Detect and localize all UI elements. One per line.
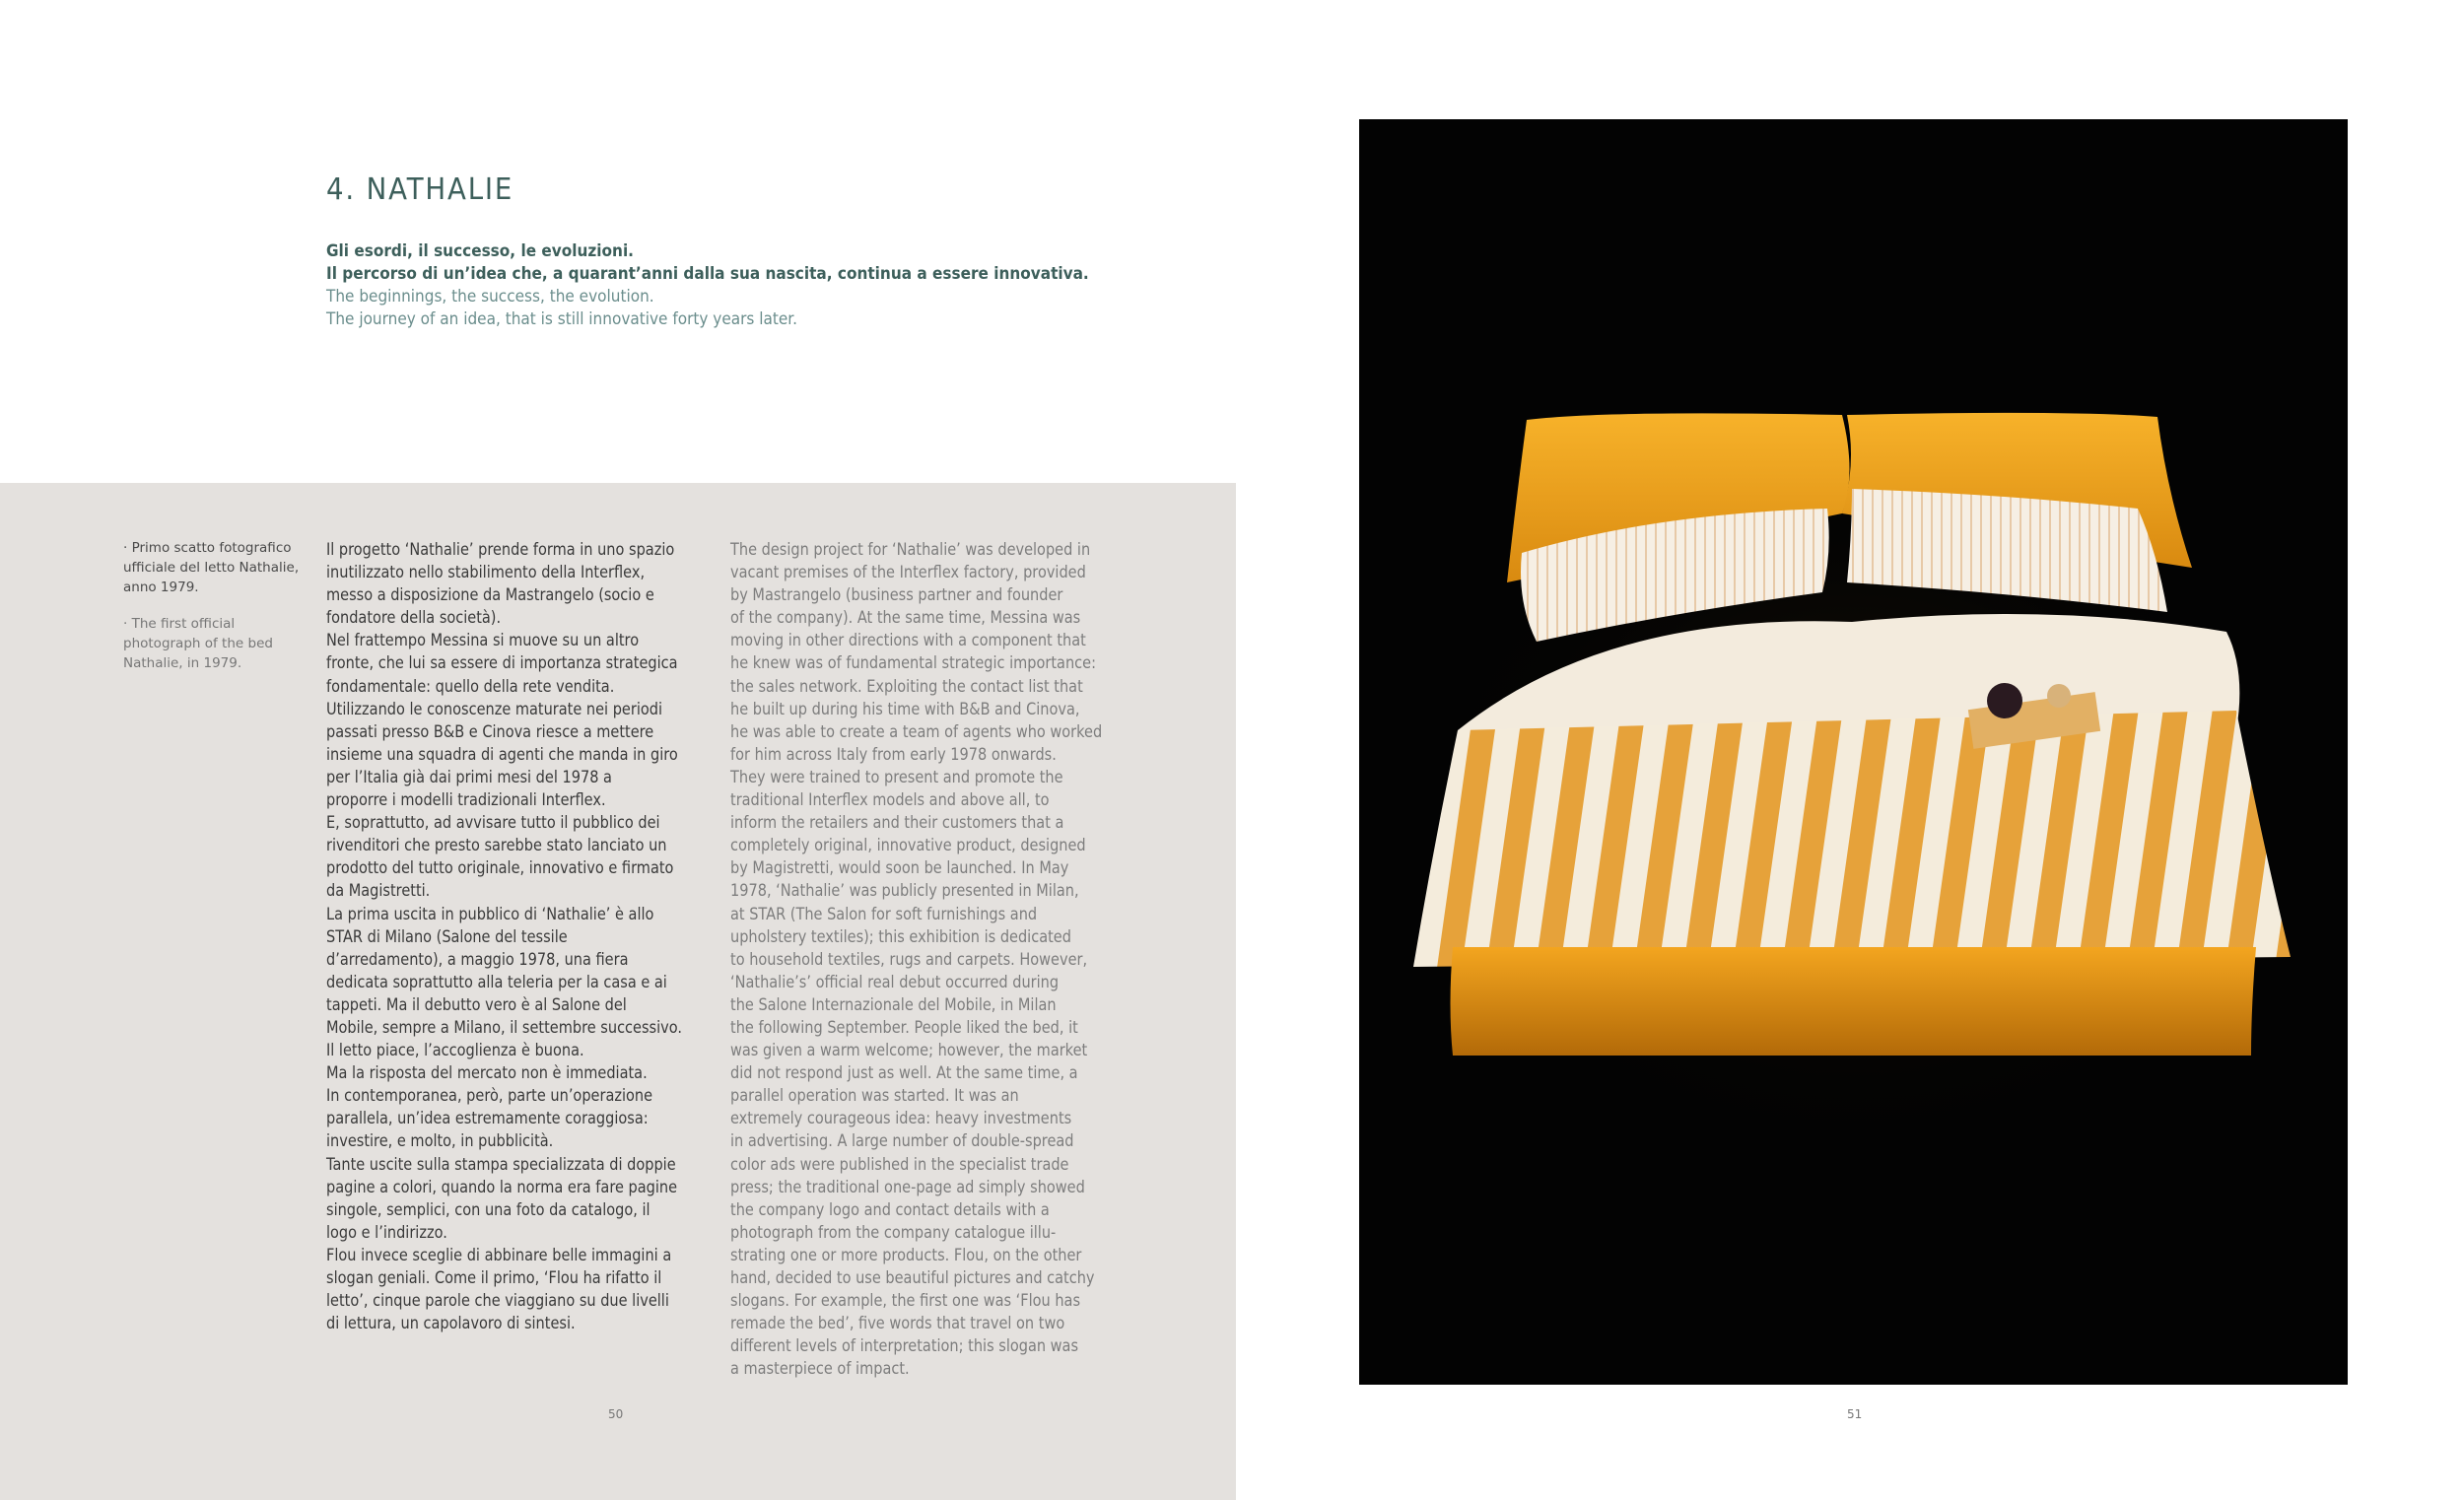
body-en-line: to household textiles, rugs and carpets. However,: [730, 949, 1088, 969]
intro-block: [326, 240, 1095, 331]
caption-line: photograph of the bed: [123, 636, 273, 651]
body-en-line: he knew was of fundamental strategic importance:: [730, 653, 1096, 673]
body-en-line: inform the retailers and their customers that a: [730, 813, 1064, 833]
glass: [2047, 684, 2071, 708]
body-it-line: Il progetto ‘Nathalie’ prende forma in uno spazio: [326, 540, 675, 559]
body-it-line: Il letto piace, l’accoglienza è buona.: [326, 1041, 584, 1060]
body-it-line: La prima uscita in pubblico di ‘Nathalie’ è allo: [326, 904, 654, 923]
body-it-line: messo a disposizione da Mastrangelo (socio e: [326, 585, 654, 605]
body-it-line: passati presso B&B e Cinova riesce a mettere: [326, 721, 654, 741]
body-text-italian: [326, 538, 760, 1334]
bed-illustration: [1359, 119, 2348, 1385]
body-en-line: the sales network. Exploiting the contact list that: [730, 676, 1083, 696]
body-text-english: [730, 538, 1164, 1380]
body-it-line: letto’, cinque parole che viaggiano su due livelli: [326, 1291, 669, 1311]
caption-line: ufficiale del letto Nathalie,: [123, 560, 300, 576]
body-it-line: tappeti. Ma il debutto vero è al Salone del: [326, 994, 627, 1014]
body-en-line: in advertising. A large number of double-spread: [730, 1131, 1074, 1151]
body-en-line: vacant premises of the Interflex factory, provided: [730, 563, 1086, 582]
body-en-line: traditional Interflex models and above all, to: [730, 790, 1050, 810]
body-en-line: 1978, ‘Nathalie’ was publicly presented in Milan,: [730, 881, 1079, 901]
body-it-line: proporre i modelli tradizionali Interflex.: [326, 790, 606, 810]
body-it-line: Nel frattempo Messina si muove su un altro: [326, 631, 640, 650]
body-en-line: by Mastrangelo (business partner and founder: [730, 585, 1063, 605]
intro-en-line-1: The beginnings, the success, the evolution.: [326, 287, 654, 307]
body-en-line: the Salone Internazionale del Mobile, in Milan: [730, 994, 1057, 1014]
striped-duvet: [1413, 711, 2291, 967]
body-it-line: E, soprattutto, ad avvisare tutto il pubblico dei: [326, 813, 660, 833]
body-it-line: In contemporanea, però, parte un’operazione: [326, 1086, 653, 1106]
body-it-line: STAR di Milano (Salone del tessile: [326, 926, 568, 946]
body-it-line: fondamentale: quello della rete vendita.: [326, 676, 615, 696]
page-number-left: 50: [608, 1407, 624, 1421]
chapter-heading: 4. NATHALIE: [326, 172, 514, 207]
body-en-line: color ads were published in the specialist trade: [730, 1154, 1069, 1174]
body-en-line: parallel operation was started. It was an: [730, 1086, 1019, 1106]
body-it-line: dedicata soprattutto alla teleria per la casa e ai: [326, 972, 667, 991]
body-it-line: logo e l’indirizzo.: [326, 1222, 447, 1242]
body-en-line: ‘Nathalie’s’ official real debut occurred during: [730, 972, 1060, 991]
photo-caption-it: [123, 538, 315, 597]
body-it-line: Tante uscite sulla stampa specializzata di doppie: [326, 1154, 676, 1174]
body-en-line: he was able to create a team of agents who worked: [730, 721, 1103, 741]
body-en-line: photograph from the company catalogue illu-: [730, 1222, 1057, 1242]
body-en-line: extremely courageous idea: heavy investments: [730, 1109, 1072, 1128]
body-it-line: Flou invece sceglie di abbinare belle immagini a: [326, 1245, 672, 1264]
body-en-line: They were trained to present and promote the: [730, 767, 1063, 786]
body-it-line: rivenditori che presto sarebbe stato lanciato un: [326, 836, 667, 855]
intro-it-line-1: Gli esordi, il successo, le evoluzioni.: [326, 241, 635, 261]
body-en-line: the following September. People liked the bed, it: [730, 1017, 1078, 1037]
body-it-line: fondatore della società).: [326, 608, 502, 628]
body-it-line: per l’Italia già dai primi mesi del 1978 a: [326, 767, 612, 786]
intro-en-line-2: The journey of an idea, that is still innovative forty years later.: [326, 309, 798, 329]
body-en-line: upholstery textiles); this exhibition is dedicated: [730, 926, 1071, 946]
body-it-line: Mobile, sempre a Milano, il settembre successivo.: [326, 1017, 682, 1037]
body-it-line: Ma la risposta del mercato non è immediata.: [326, 1063, 648, 1083]
caption-line: · Primo scatto fotografico: [123, 540, 292, 556]
body-en-line: by Magistretti, would soon be launched. In May: [730, 858, 1069, 878]
body-en-line: did not respond just as well. At the same time, a: [730, 1063, 1078, 1083]
photo-caption-en: [123, 614, 315, 673]
grapes: [1987, 683, 2022, 718]
body-it-line: fronte, che lui sa essere di importanza strategica: [326, 653, 678, 673]
intro-it-line-2: Il percorso di un’idea che, a quarant’anni dalla sua nascita, continua a essere innovativa.: [326, 264, 1089, 284]
body-it-line: d’arredamento), a maggio 1978, una fiera: [326, 949, 629, 969]
body-en-line: different levels of interpretation; this slogan was: [730, 1336, 1079, 1356]
body-en-line: of the company). At the same time, Messina was: [730, 608, 1081, 628]
body-en-line: for him across Italy from early 1978 onwards.: [730, 744, 1057, 764]
body-en-line: completely original, innovative product, designed: [730, 836, 1086, 855]
body-en-line: was given a warm welcome; however, the market: [730, 1041, 1088, 1060]
body-it-line: inutilizzato nello stabilimento della Interflex,: [326, 563, 646, 582]
body-en-line: remade the bed’, five words that travel on two: [730, 1314, 1065, 1333]
body-it-line: pagine a colori, quando la norma era fare pagine: [326, 1177, 678, 1196]
body-en-line: a masterpiece of impact.: [730, 1359, 910, 1379]
caption-line: anno 1979.: [123, 580, 199, 595]
body-en-line: moving in other directions with a component that: [730, 631, 1086, 650]
body-en-line: he built up during his time with B&B and Cinova,: [730, 699, 1080, 718]
body-it-line: investire, e molto, in pubblicità.: [326, 1131, 554, 1151]
page-number-right: 51: [1847, 1407, 1863, 1421]
body-en-line: at STAR (The Salon for soft furnishings and: [730, 904, 1038, 923]
body-en-line: press; the traditional one-page ad simply showed: [730, 1177, 1085, 1196]
body-it-line: Utilizzando le conoscenze maturate nei periodi: [326, 699, 662, 718]
body-en-line: the company logo and contact details with a: [730, 1199, 1050, 1219]
nathalie-bed-photo: [1359, 119, 2348, 1385]
body-en-line: strating one or more products. Flou, on the other: [730, 1245, 1082, 1264]
body-it-line: slogan geniali. Come il primo, ‘Flou ha rifatto il: [326, 1268, 662, 1287]
body-en-line: hand, decided to use beautiful pictures and catchy: [730, 1268, 1095, 1287]
body-en-line: slogans. For example, the first one was ‘Flou has: [730, 1291, 1081, 1311]
bed-base: [1451, 947, 2257, 1056]
body-it-line: singole, semplici, con una foto da catalogo, il: [326, 1199, 650, 1219]
caption-line: Nathalie, in 1979.: [123, 655, 242, 671]
body-it-line: parallela, un’idea estremamente coraggiosa:: [326, 1109, 649, 1128]
body-it-line: da Magistretti.: [326, 881, 431, 901]
caption-line: · The first official: [123, 616, 236, 632]
body-it-line: di lettura, un capolavoro di sintesi.: [326, 1314, 576, 1333]
body-it-line: prodotto del tutto originale, innovativo e firmato: [326, 858, 674, 878]
body-en-line: The design project for ‘Nathalie’ was developed in: [730, 540, 1091, 559]
body-it-line: insieme una squadra di agenti che manda in giro: [326, 744, 678, 764]
